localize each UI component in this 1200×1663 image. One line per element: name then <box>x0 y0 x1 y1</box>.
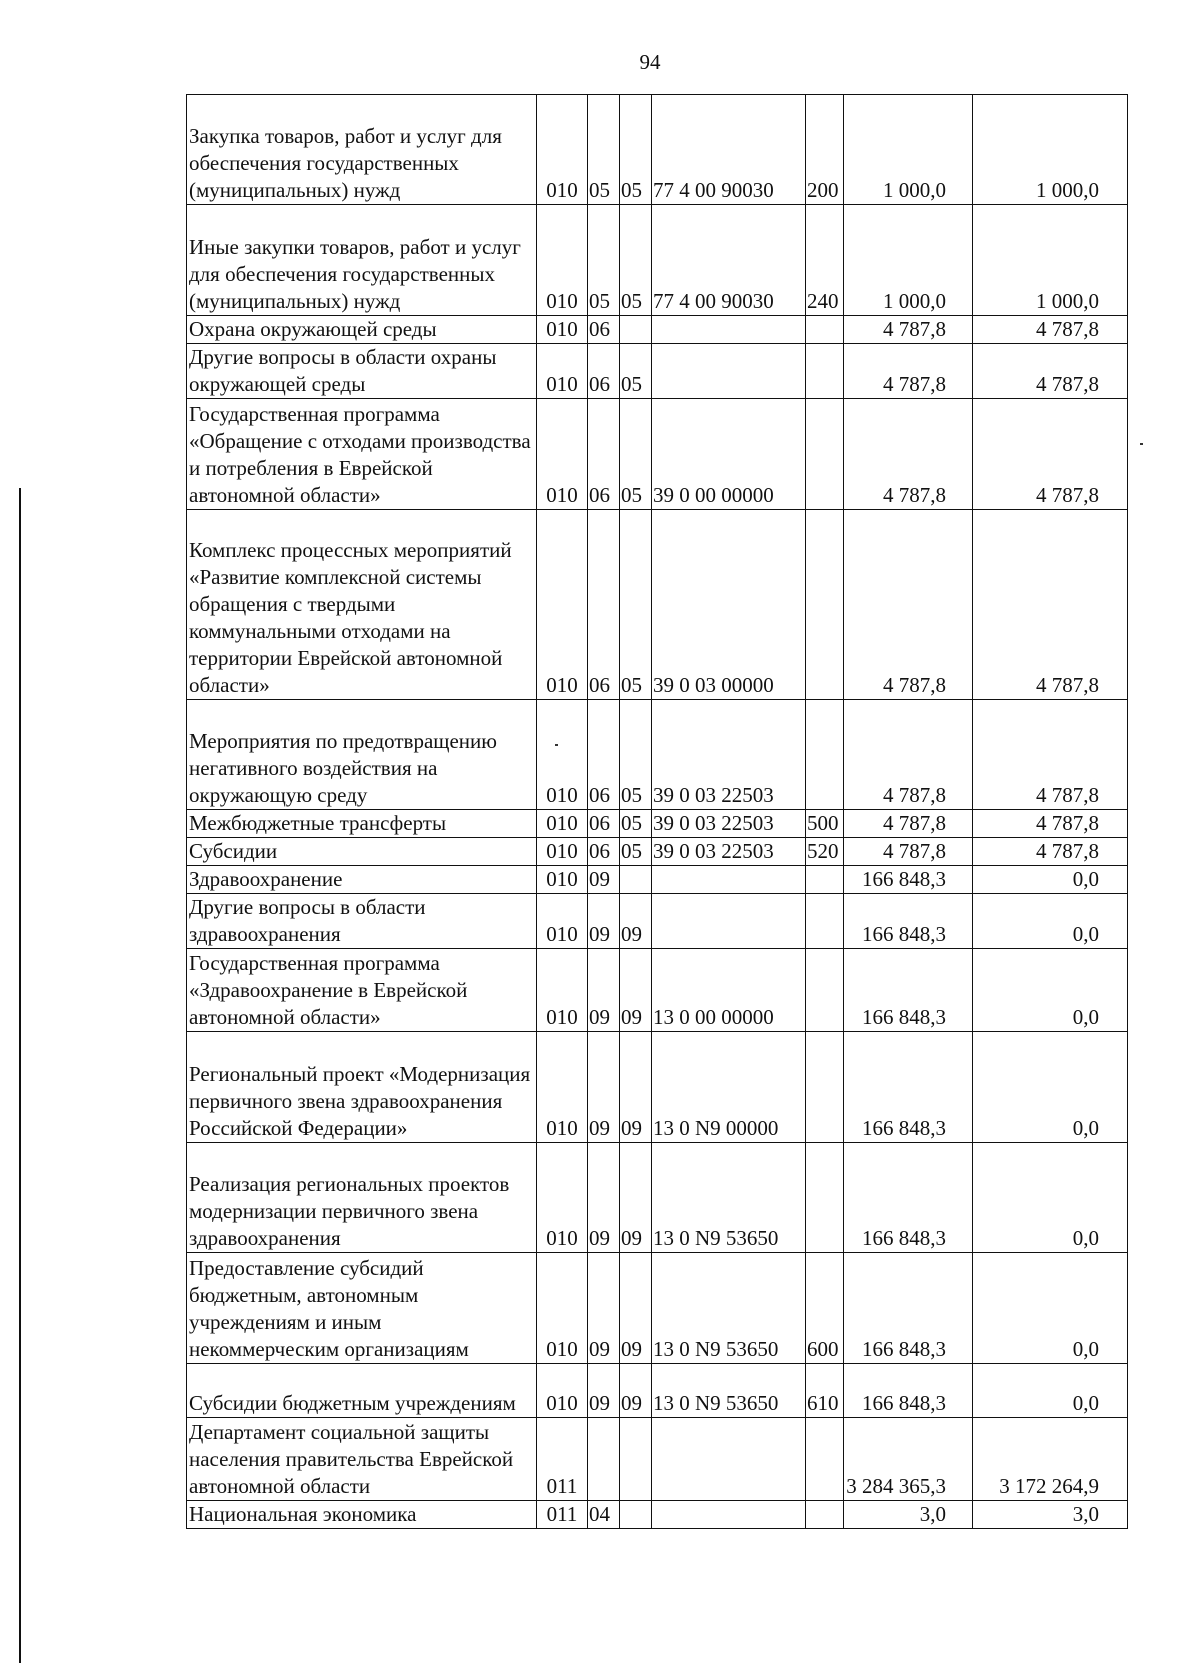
table-row <box>187 1364 1128 1418</box>
section-code: 06 <box>588 316 620 344</box>
ministry-code: 010 <box>537 95 588 205</box>
amount-year-2: 4 787,8 <box>973 510 1128 700</box>
amount-year-1: 166 848,3 <box>844 866 973 894</box>
expense-type-code: 240 <box>806 205 844 316</box>
item-name: Региональный проект «Модернизация первичного звена здравоохранения Российской Федерации» <box>187 1032 537 1143</box>
table-row <box>187 1143 1128 1253</box>
table-row <box>187 1501 1128 1529</box>
target-article-code: 77 4 00 90030 <box>652 205 806 316</box>
amount-year-2: 4 787,8 <box>973 344 1128 399</box>
item-name: Закупка товаров, работ и услуг для обеспечения государственных (муниципальных) нужд <box>187 95 537 205</box>
target-article-code: 13 0 N9 53650 <box>652 1253 806 1364</box>
item-name: Предоставление субсидий бюджетным, автономным учреждениям и иным некоммерческим организациям <box>187 1253 537 1364</box>
target-article-code: 39 0 03 22503 <box>652 810 806 838</box>
item-name: Субсидии <box>187 838 537 866</box>
budget-table <box>186 94 1128 1529</box>
ministry-code: 010 <box>537 810 588 838</box>
item-name: Мероприятия по предотвращению негативного воздействия на окружающую среду <box>187 700 537 810</box>
table-row <box>187 700 1128 810</box>
section-code: 06 <box>588 344 620 399</box>
ministry-code: 010 <box>537 949 588 1032</box>
target-article-code: 39 0 03 22503 <box>652 700 806 810</box>
expense-type-code <box>806 316 844 344</box>
amount-year-1: 166 848,3 <box>844 1364 973 1418</box>
margin-line <box>19 488 21 1663</box>
expense-type-code <box>806 1501 844 1529</box>
section-code: 04 <box>588 1501 620 1529</box>
subsection-code: 05 <box>620 344 652 399</box>
subsection-code: 09 <box>620 949 652 1032</box>
section-code: 05 <box>588 95 620 205</box>
amount-year-2: 4 787,8 <box>973 700 1128 810</box>
subsection-code <box>620 866 652 894</box>
table-row <box>187 949 1128 1032</box>
amount-year-2: 1 000,0 <box>973 205 1128 316</box>
table-row <box>187 316 1128 344</box>
expense-type-code <box>806 1032 844 1143</box>
item-name: Здравоохранение <box>187 866 537 894</box>
ministry-code: 010 <box>537 1143 588 1253</box>
subsection-code <box>620 316 652 344</box>
target-article-code <box>652 316 806 344</box>
subsection-code: 09 <box>620 894 652 949</box>
table-row <box>187 866 1128 894</box>
target-article-code: 39 0 00 00000 <box>652 399 806 510</box>
amount-year-1: 166 848,3 <box>844 949 973 1032</box>
expense-type-code: 520 <box>806 838 844 866</box>
section-code: 09 <box>588 894 620 949</box>
budget-table-body <box>187 95 1128 1529</box>
expense-type-code: 610 <box>806 1364 844 1418</box>
subsection-code: 09 <box>620 1143 652 1253</box>
subsection-code: 05 <box>620 838 652 866</box>
target-article-code: 13 0 00 00000 <box>652 949 806 1032</box>
subsection-code: 05 <box>620 810 652 838</box>
item-name: Другие вопросы в области здравоохранения <box>187 894 537 949</box>
table-row <box>187 1418 1128 1501</box>
subsection-code <box>620 1418 652 1501</box>
expense-type-code <box>806 894 844 949</box>
item-name: Охрана окружающей среды <box>187 316 537 344</box>
table-row <box>187 399 1128 510</box>
table-row <box>187 1032 1128 1143</box>
ministry-code: 010 <box>537 344 588 399</box>
table-row <box>187 205 1128 316</box>
section-code: 06 <box>588 700 620 810</box>
subsection-code: 09 <box>620 1253 652 1364</box>
amount-year-1: 166 848,3 <box>844 1253 973 1364</box>
ministry-code: 010 <box>537 205 588 316</box>
amount-year-1: 4 787,8 <box>844 810 973 838</box>
ministry-code: 010 <box>537 700 588 810</box>
ministry-code: 010 <box>537 1032 588 1143</box>
subsection-code: 05 <box>620 205 652 316</box>
expense-type-code <box>806 399 844 510</box>
amount-year-1: 166 848,3 <box>844 1032 973 1143</box>
expense-type-code <box>806 510 844 700</box>
amount-year-2: 1 000,0 <box>973 95 1128 205</box>
subsection-code: 05 <box>620 399 652 510</box>
amount-year-1: 1 000,0 <box>844 205 973 316</box>
subsection-code: 05 <box>620 510 652 700</box>
item-name: Комплекс процессных мероприятий «Развитие комплексной системы обращения с твердыми коммунальными отходами на территории Еврейской автономной области» <box>187 510 537 700</box>
ministry-code: 010 <box>537 316 588 344</box>
ministry-code: 011 <box>537 1501 588 1529</box>
target-article-code: 13 0 N9 53650 <box>652 1364 806 1418</box>
amount-year-2: 4 787,8 <box>973 399 1128 510</box>
table-row <box>187 510 1128 700</box>
section-code: 09 <box>588 1364 620 1418</box>
section-code: 06 <box>588 510 620 700</box>
section-code: 06 <box>588 838 620 866</box>
amount-year-1: 4 787,8 <box>844 510 973 700</box>
target-article-code <box>652 1418 806 1501</box>
amount-year-2: 0,0 <box>973 894 1128 949</box>
item-name: Межбюджетные трансферты <box>187 810 537 838</box>
target-article-code: 39 0 03 22503 <box>652 838 806 866</box>
ministry-code: 010 <box>537 1253 588 1364</box>
table-row <box>187 1253 1128 1364</box>
section-code: 09 <box>588 1032 620 1143</box>
amount-year-2: 3 172 264,9 <box>973 1418 1128 1501</box>
ministry-code: 010 <box>537 1364 588 1418</box>
target-article-code <box>652 894 806 949</box>
amount-year-1: 3 284 365,3 <box>844 1418 973 1501</box>
page-number: 94 <box>639 50 661 74</box>
item-name: Государственная программа «Обращение с отходами производства и потребления в Еврейской автономной области» <box>187 399 537 510</box>
target-article-code: 13 0 N9 00000 <box>652 1032 806 1143</box>
section-code: 06 <box>588 399 620 510</box>
expense-type-code: 500 <box>806 810 844 838</box>
amount-year-2: 3,0 <box>973 1501 1128 1529</box>
amount-year-1: 166 848,3 <box>844 1143 973 1253</box>
ministry-code: 010 <box>537 838 588 866</box>
table-row <box>187 95 1128 205</box>
ministry-code: 010 <box>537 510 588 700</box>
amount-year-2: 4 787,8 <box>973 316 1128 344</box>
subsection-code: 05 <box>620 95 652 205</box>
target-article-code: 13 0 N9 53650 <box>652 1143 806 1253</box>
item-name: Национальная экономика <box>187 1501 537 1529</box>
target-article-code <box>652 1501 806 1529</box>
expense-type-code <box>806 866 844 894</box>
amount-year-1: 4 787,8 <box>844 316 973 344</box>
ministry-code: 010 <box>537 866 588 894</box>
section-code: 09 <box>588 949 620 1032</box>
target-article-code: 39 0 03 00000 <box>652 510 806 700</box>
section-code <box>588 1418 620 1501</box>
amount-year-2: 0,0 <box>973 1143 1128 1253</box>
target-article-code: 77 4 00 90030 <box>652 95 806 205</box>
amount-year-1: 3,0 <box>844 1501 973 1529</box>
expense-type-code <box>806 949 844 1032</box>
ministry-code: 011 <box>537 1418 588 1501</box>
ministry-code: 010 <box>537 399 588 510</box>
amount-year-2: 0,0 <box>973 1364 1128 1418</box>
subsection-code: 09 <box>620 1032 652 1143</box>
section-code: 06 <box>588 810 620 838</box>
amount-year-2: 0,0 <box>973 1032 1128 1143</box>
section-code: 09 <box>588 1253 620 1364</box>
expense-type-code <box>806 1418 844 1501</box>
amount-year-1: 4 787,8 <box>844 838 973 866</box>
amount-year-2: 4 787,8 <box>973 838 1128 866</box>
expense-type-code: 600 <box>806 1253 844 1364</box>
subsection-code: 09 <box>620 1364 652 1418</box>
section-code: 05 <box>588 205 620 316</box>
amount-year-1: 4 787,8 <box>844 700 973 810</box>
amount-year-1: 166 848,3 <box>844 894 973 949</box>
table-row <box>187 344 1128 399</box>
target-article-code <box>652 344 806 399</box>
section-code: 09 <box>588 1143 620 1253</box>
amount-year-1: 4 787,8 <box>844 399 973 510</box>
item-name: Иные закупки товаров, работ и услуг для обеспечения государственных (муниципальных) нужд <box>187 205 537 316</box>
scan-speck <box>1140 443 1143 445</box>
subsection-code: 05 <box>620 700 652 810</box>
amount-year-2: 0,0 <box>973 949 1128 1032</box>
amount-year-1: 1 000,0 <box>844 95 973 205</box>
section-code: 09 <box>588 866 620 894</box>
amount-year-2: 0,0 <box>973 1253 1128 1364</box>
amount-year-1: 4 787,8 <box>844 344 973 399</box>
table-row <box>187 810 1128 838</box>
expense-type-code <box>806 1143 844 1253</box>
expense-type-code <box>806 700 844 810</box>
table-row <box>187 894 1128 949</box>
expense-type-code <box>806 344 844 399</box>
item-name: Другие вопросы в области охраны окружающей среды <box>187 344 537 399</box>
amount-year-2: 0,0 <box>973 866 1128 894</box>
expense-type-code: 200 <box>806 95 844 205</box>
item-name: Государственная программа «Здравоохранение в Еврейской автономной области» <box>187 949 537 1032</box>
subsection-code <box>620 1501 652 1529</box>
table-row <box>187 838 1128 866</box>
ministry-code: 010 <box>537 894 588 949</box>
target-article-code <box>652 866 806 894</box>
item-name: Реализация региональных проектов модернизации первичного звена здравоохранения <box>187 1143 537 1253</box>
amount-year-2: 4 787,8 <box>973 810 1128 838</box>
item-name: Департамент социальной защиты населения правительства Еврейской автономной области <box>187 1418 537 1501</box>
item-name: Субсидии бюджетным учреждениям <box>187 1364 537 1418</box>
